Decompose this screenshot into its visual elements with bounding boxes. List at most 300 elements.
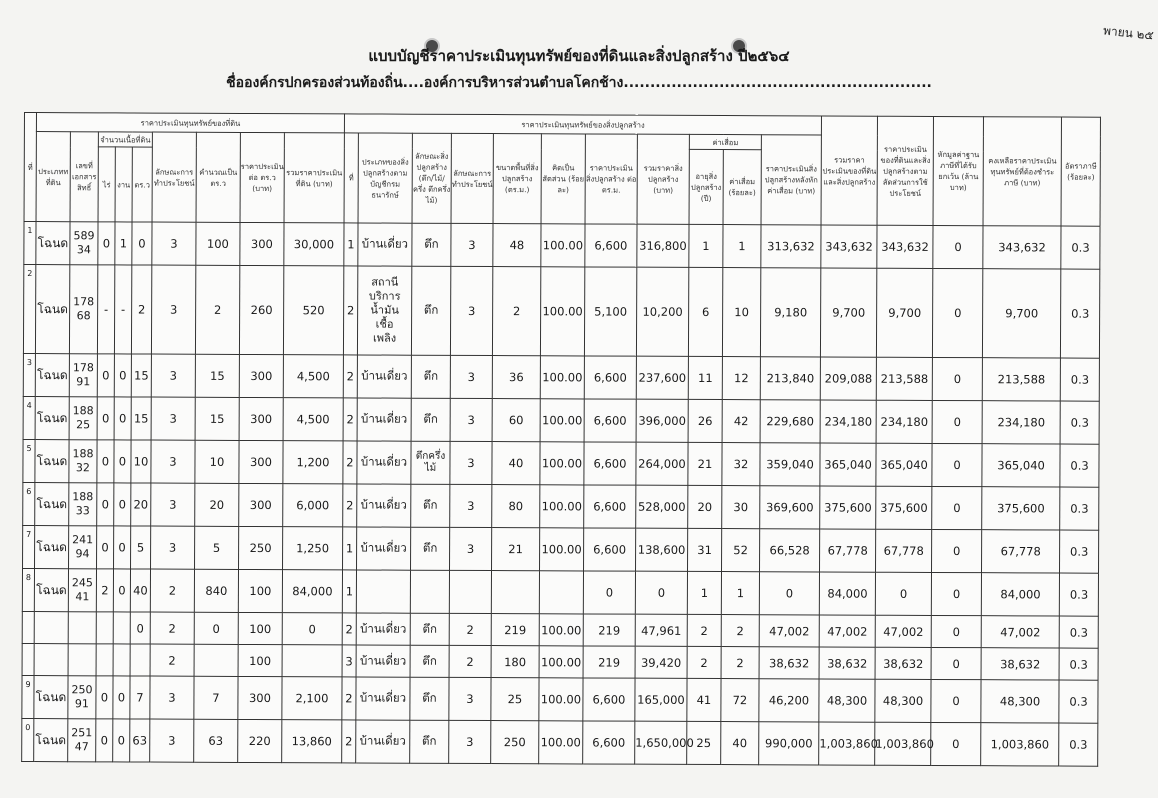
price-per-wa: 220 — [238, 719, 282, 762]
price-per-wa: 100 — [238, 612, 282, 644]
building-percent: 100.00 — [540, 528, 584, 571]
building-price-per-m: 6,600 — [583, 678, 635, 721]
building-area: 80 — [492, 485, 540, 528]
after-depreciation: 47,002 — [759, 615, 819, 647]
building-total: 10,200 — [636, 267, 688, 356]
table-body — [22, 222, 1100, 767]
deed-part: 178 — [72, 361, 94, 375]
building-area: 25 — [491, 678, 539, 721]
building-no: 2 — [343, 355, 357, 398]
rai: 0 — [97, 440, 114, 483]
building-no: 2 — [343, 266, 357, 355]
land-total: 4,500 — [283, 398, 343, 441]
building-area: 60 — [492, 399, 540, 442]
building-price-per-m: 5,100 — [584, 267, 636, 356]
land-use: 3 — [151, 440, 195, 483]
organization-line: ชื่อองค์กรปกครองส่วนท้องถิ่น....องค์การบริหารส่วนตำบลโคกช้าง.......................................................... — [226, 75, 932, 91]
building-age: 41 — [687, 678, 721, 721]
building-use: 3 — [450, 527, 492, 570]
building-price-per-m: 6,600 — [584, 485, 636, 528]
building-price-per-m: 6,600 — [585, 224, 637, 267]
ngan: 0 — [114, 440, 131, 483]
building-percent: 100.00 — [540, 267, 584, 356]
building-price-per-m: 6,600 — [584, 399, 636, 442]
deed-part: 91 — [76, 375, 91, 389]
building-percent: 100.00 — [540, 399, 584, 442]
row-index: 0 — [22, 718, 34, 761]
area-wa: 20 — [195, 483, 239, 526]
wa: 10 — [131, 440, 151, 483]
col-after-depreciation: ราคาประเมินสิ่งปลูกสร้างหลังหักค่าเสื่อม (บาท) — [761, 135, 822, 225]
land-use: 3 — [152, 222, 196, 265]
tax-rate: 0.3 — [1059, 573, 1098, 616]
after-depreciation: 38,632 — [759, 647, 819, 679]
building-age: 11 — [688, 356, 722, 399]
after-depreciation: 990,000 — [759, 722, 819, 765]
col-combined: รวมราคาประเมินของที่ดินและสิ่งปลูกสร้าง — [821, 116, 877, 225]
after-depreciation: 9,180 — [760, 268, 821, 357]
building-style: ตึก — [410, 677, 449, 720]
building-no: 2 — [342, 613, 356, 645]
wa: 0 — [130, 612, 150, 644]
tax-rate: 0.3 — [1060, 401, 1099, 444]
combined-use-value: 365,040 — [876, 443, 932, 486]
combined-value: 84,000 — [819, 572, 875, 615]
remaining-value: 1,003,860 — [981, 723, 1059, 766]
col-ngan: งาน — [115, 147, 132, 222]
building-price-per-m: 219 — [583, 646, 635, 678]
building-total: 1,650,000 — [635, 721, 687, 764]
ngan — [113, 644, 130, 676]
row-index — [22, 611, 34, 643]
building-price-per-m: 6,600 — [584, 356, 636, 399]
combined-use-value: 0 — [875, 572, 931, 615]
land-type: โฉนด — [34, 676, 68, 719]
deed-part: 188 — [72, 490, 94, 504]
deed-part: 25 — [76, 418, 91, 432]
deed-part: 589 — [73, 229, 95, 243]
deed-number — [69, 483, 97, 526]
building-area: 250 — [491, 721, 539, 764]
tax-rate: 0.3 — [1061, 226, 1100, 269]
tax-rate: 0.3 — [1059, 648, 1098, 680]
building-style: ตึก — [411, 527, 450, 570]
ngan: 0 — [114, 526, 131, 569]
row-index: 3 — [23, 353, 35, 396]
building-percent: 100.00 — [539, 646, 583, 678]
remaining-value: 234,180 — [982, 401, 1060, 444]
col-land-total: รวมราคาประเมินที่ดิน (บาท) — [284, 133, 344, 223]
rai: 0 — [98, 222, 115, 265]
building-no: 1 — [342, 570, 356, 613]
building-no: 2 — [343, 484, 357, 527]
deed-part: 188 — [72, 447, 94, 461]
building-style — [410, 570, 449, 613]
building-type: บ้านเดี่ยว — [357, 355, 411, 398]
remaining-value: 9,700 — [983, 269, 1061, 358]
building-price-per-m: 219 — [583, 614, 635, 646]
exemption: 0 — [932, 529, 982, 572]
col-building-area: ขนาดพื้นที่สิ่งปลูกสร้าง (ตร.ม.) — [493, 134, 541, 224]
exemption: 0 — [931, 572, 981, 615]
building-style: ตึก — [410, 720, 449, 763]
tax-rate: 0.3 — [1060, 487, 1099, 530]
land-type: โฉนด — [36, 222, 70, 265]
deed-number — [68, 644, 96, 676]
wa: 0 — [132, 222, 152, 265]
deed-part: 178 — [73, 295, 95, 309]
exemption: 0 — [932, 443, 982, 486]
row-index: 7 — [23, 525, 35, 568]
price-per-wa: 260 — [239, 265, 283, 354]
depreciation-group-header: ค่าเสื่อม — [689, 134, 761, 149]
building-total: 39,420 — [635, 646, 687, 678]
building-type: บ้านเดี่ยว — [356, 720, 410, 763]
building-age: 2 — [687, 646, 721, 678]
col-building-style: ลักษณะสิ่งปลูกสร้าง (ตึก/ไม้/ครึ่ง ตึกครึ่งไม้) — [412, 133, 451, 223]
area-wa: 10 — [195, 440, 239, 483]
deed-part: 33 — [75, 504, 90, 518]
table-row — [23, 482, 1099, 530]
exemption: 0 — [933, 225, 983, 268]
ngan: 0 — [114, 483, 131, 526]
ngan: 0 — [113, 676, 130, 719]
col-remaining: คงเหลือราคาประเมินทุนทรัพย์ที่ต้องชำระภาษี (บาท) — [983, 117, 1061, 226]
building-type: บ้านเดี่ยว — [357, 484, 411, 527]
building-style: ตึก — [410, 645, 449, 677]
exemption: 0 — [931, 679, 981, 722]
land-total: 1,200 — [283, 441, 343, 484]
building-type: บ้านเดี่ยว — [356, 645, 410, 677]
col-price-per-wa: ราคาประเมินต่อ ตร.ว (บาท) — [240, 132, 284, 222]
building-use: 2 — [449, 613, 491, 645]
row-index: 1 — [24, 222, 36, 265]
land-use: 3 — [151, 526, 195, 569]
land-total: 84,000 — [282, 570, 342, 613]
rai — [96, 612, 113, 644]
building-total: 47,961 — [635, 614, 687, 646]
building-style: ตึก — [412, 223, 451, 266]
land-type — [34, 612, 68, 644]
combined-use-value: 375,600 — [876, 486, 932, 529]
deed-number — [69, 265, 97, 354]
deed-number — [68, 676, 96, 719]
remaining-value: 38,632 — [981, 648, 1059, 680]
table-row — [22, 568, 1098, 616]
tax-rate: 0.3 — [1059, 616, 1098, 648]
building-style: ตึก — [411, 266, 450, 355]
land-type: โฉนด — [35, 265, 69, 354]
table-row — [23, 439, 1099, 487]
deed-number — [69, 354, 97, 397]
table-row — [23, 396, 1099, 444]
price-per-wa: 300 — [239, 440, 283, 483]
land-type: โฉนด — [34, 569, 68, 612]
depreciation-rate: 1 — [721, 572, 759, 615]
col-combined-use: ราคาประเมินของที่ดินและสิ่งปลูกสร้างตามสัดส่วนการใช้ประโยชน์ — [877, 116, 933, 225]
deed-part: 250 — [71, 683, 93, 697]
exemption: 0 — [932, 486, 982, 529]
building-no: 2 — [342, 720, 356, 763]
tax-rate: 0.3 — [1060, 444, 1099, 487]
price-per-wa: 100 — [238, 644, 282, 676]
building-age: 2 — [687, 614, 721, 646]
wa: 20 — [131, 483, 151, 526]
deed-number — [70, 222, 98, 265]
after-depreciation: 313,632 — [761, 225, 821, 268]
deed-part: 245 — [71, 576, 93, 590]
combined-value: 48,300 — [819, 679, 875, 722]
price-per-wa: 300 — [239, 397, 283, 440]
combined-value: 365,040 — [820, 443, 876, 486]
building-age: 26 — [688, 399, 722, 442]
assessment-table — [21, 112, 1101, 767]
area-group-header: จำนวนเนื้อที่ดิน — [98, 132, 152, 147]
wa: 40 — [130, 569, 150, 612]
rai: 0 — [96, 676, 113, 719]
area-wa: 100 — [196, 222, 240, 265]
combined-value: 234,180 — [820, 400, 876, 443]
deed-number — [69, 526, 97, 569]
col-rai: ไร่ — [98, 147, 115, 222]
building-total: 0 — [635, 571, 687, 614]
remaining-value: 365,040 — [982, 444, 1060, 487]
building-type: บ้านเดี่ยว — [357, 398, 411, 441]
price-per-wa: 300 — [239, 483, 283, 526]
building-no: 2 — [343, 441, 357, 484]
price-per-wa: 300 — [240, 222, 284, 265]
area-wa: 0 — [194, 612, 238, 644]
ngan: 0 — [113, 719, 130, 762]
building-age: 1 — [689, 224, 723, 267]
wa: 15 — [131, 354, 151, 397]
building-use — [449, 570, 491, 613]
depreciation-rate: 12 — [722, 357, 760, 400]
col-building-no: ที่ — [344, 133, 358, 223]
row-index: 2 — [23, 265, 35, 354]
building-no: 1 — [343, 527, 357, 570]
land-total: 2,100 — [282, 677, 342, 720]
building-style: ตึก — [411, 398, 450, 441]
building-area: 180 — [491, 646, 539, 678]
tax-rate: 0.3 — [1059, 680, 1098, 723]
land-use: 2 — [150, 569, 194, 612]
table-row — [22, 643, 1098, 680]
building-total: 316,800 — [637, 224, 689, 267]
area-wa — [194, 644, 238, 676]
ngan: 0 — [114, 354, 131, 397]
table-header — [24, 113, 1101, 227]
rai: 0 — [97, 397, 114, 440]
combined-use-value: 343,632 — [877, 225, 933, 268]
table-row — [24, 222, 1100, 270]
row-index — [22, 643, 34, 675]
land-use: 2 — [150, 612, 194, 644]
depreciation-rate: 2 — [721, 647, 759, 679]
col-building-total: รวมราคาสิ่งปลูกสร้าง (บาท) — [637, 134, 689, 224]
deed-part: 34 — [76, 243, 91, 257]
depreciation-rate: 32 — [722, 443, 760, 486]
building-percent: 100.00 — [540, 442, 584, 485]
col-building-use: ลักษณะการทำประโยชน์ — [451, 133, 493, 223]
building-use: 3 — [450, 355, 492, 398]
deed-number — [69, 440, 97, 483]
remaining-value: 343,632 — [983, 226, 1061, 269]
remaining-value: 375,600 — [982, 487, 1060, 530]
wa — [130, 644, 150, 676]
building-total: 528,000 — [636, 485, 688, 528]
ngan — [113, 612, 130, 644]
price-per-wa: 300 — [239, 354, 283, 397]
wa: 7 — [130, 676, 150, 719]
area-wa: 63 — [194, 719, 238, 762]
rai: 2 — [96, 569, 113, 612]
building-area: 219 — [491, 614, 539, 646]
building-age: 31 — [688, 528, 722, 571]
building-style: ตึก — [410, 613, 449, 645]
wa: 15 — [131, 397, 151, 440]
land-type — [34, 644, 68, 676]
land-total: 30,000 — [284, 223, 344, 266]
area-wa: 2 — [195, 265, 239, 354]
depreciation-rate: 52 — [722, 529, 760, 572]
building-no: 2 — [342, 677, 356, 720]
building-total: 138,600 — [636, 528, 688, 571]
deed-part: 68 — [76, 309, 91, 323]
building-total: 396,000 — [636, 399, 688, 442]
col-tax-rate: อัตราภาษี (ร้อยละ) — [1061, 117, 1100, 226]
price-per-wa: 250 — [239, 526, 283, 569]
after-depreciation: 229,680 — [760, 400, 820, 443]
deed-part: 241 — [72, 533, 94, 547]
land-total: 0 — [282, 613, 342, 645]
row-index: 9 — [22, 675, 34, 718]
document-title: แบบบัญชีราคาประเมินทุนทรัพย์ของที่ดินและสิ่งปลูกสร้าง ปี๒๕๖๔ — [368, 47, 790, 65]
building-percent: 100.00 — [540, 485, 584, 528]
exemption: 0 — [932, 357, 982, 400]
building-percent: 100.00 — [539, 721, 583, 764]
deed-part: 94 — [75, 547, 90, 561]
price-per-wa: 300 — [238, 676, 282, 719]
building-age: 6 — [688, 267, 722, 356]
ngan: 1 — [115, 222, 132, 265]
combined-value: 38,632 — [819, 647, 875, 679]
building-style: ตึกครึ่งไม้ — [411, 441, 450, 484]
building-price-per-m: 6,600 — [583, 721, 635, 764]
building-price-per-m: 6,600 — [584, 528, 636, 571]
land-type: โฉนด — [35, 526, 69, 569]
table-row — [23, 353, 1099, 401]
col-land-type: ประเภททที่ดิน — [36, 132, 70, 222]
land-use: 3 — [150, 719, 194, 762]
building-type: บ้านเดี่ยว — [356, 677, 410, 720]
land-use: 3 — [151, 397, 195, 440]
combined-value: 1,003,860 — [819, 722, 875, 765]
land-group-header: ราคาประเมินทุนทรัพย์ของที่ดิน — [36, 113, 344, 133]
building-use: 3 — [449, 720, 491, 763]
combined-value: 9,700 — [821, 268, 877, 357]
exemption: 0 — [931, 647, 981, 679]
wa: 2 — [131, 265, 151, 354]
building-age: 21 — [688, 442, 722, 485]
combined-use-value: 67,778 — [876, 529, 932, 572]
building-use: 3 — [451, 223, 493, 266]
deed-part: 188 — [72, 404, 94, 418]
area-wa: 5 — [195, 526, 239, 569]
assessment-table-wrapper — [21, 112, 1100, 767]
building-area: 36 — [492, 356, 540, 399]
combined-value: 67,778 — [820, 529, 876, 572]
after-depreciation: 359,040 — [760, 443, 820, 486]
land-type: โฉนด — [35, 483, 69, 526]
land-total: 6,000 — [283, 484, 343, 527]
row-index: 6 — [23, 482, 35, 525]
building-no: 2 — [343, 398, 357, 441]
building-no: 3 — [342, 645, 356, 677]
area-wa: 840 — [194, 569, 238, 612]
after-depreciation: 0 — [759, 572, 819, 615]
building-area: 40 — [492, 442, 540, 485]
building-area: 2 — [492, 267, 540, 356]
building-type: บ้านเดี่ยว — [358, 223, 412, 266]
depreciation-rate: 30 — [722, 486, 760, 529]
table-row — [22, 675, 1098, 723]
rai — [96, 644, 113, 676]
after-depreciation: 213,840 — [760, 357, 820, 400]
building-type — [356, 570, 410, 613]
col-building-percent: คิดเป็นสัดส่วน (ร้อยละ) — [541, 134, 585, 224]
col-no: ที่ — [24, 113, 36, 222]
rai: 0 — [97, 354, 114, 397]
combined-use-value: 234,180 — [876, 400, 932, 443]
ngan: - — [114, 265, 131, 354]
combined-value: 47,002 — [819, 615, 875, 647]
tax-rate: 0.3 — [1059, 723, 1098, 766]
wa: 5 — [131, 526, 151, 569]
combined-value: 343,632 — [821, 225, 877, 268]
col-building-price-per-m: ราคาประเมินสิ่งปลูกสร้าง ต่อ ตร.ม. — [585, 134, 637, 224]
building-style: ตึก — [411, 484, 450, 527]
col-land-use: ลักษณะการทำประโยชน์ — [152, 132, 196, 222]
col-wa: ตร.ว — [132, 147, 152, 222]
combined-value: 209,088 — [820, 357, 876, 400]
deed-number — [68, 612, 96, 644]
land-type: โฉนด — [35, 354, 69, 397]
depreciation-rate: 1 — [723, 225, 761, 268]
table-row — [23, 525, 1099, 573]
building-use: 3 — [450, 266, 492, 355]
ngan: 0 — [113, 569, 130, 612]
deed-number — [68, 569, 96, 612]
rai: 0 — [96, 719, 113, 762]
remaining-value: 213,588 — [982, 358, 1060, 401]
deed-part: 251 — [71, 726, 93, 740]
depreciation-rate: 72 — [721, 679, 759, 722]
combined-use-value: 1,003,860 — [875, 722, 931, 765]
rai: 0 — [97, 526, 114, 569]
after-depreciation: 66,528 — [760, 529, 820, 572]
depreciation-rate: 40 — [721, 722, 759, 765]
wa: 63 — [130, 719, 150, 762]
price-per-wa: 100 — [238, 569, 282, 612]
land-use: 3 — [150, 676, 194, 719]
area-wa: 15 — [195, 354, 239, 397]
land-type: โฉนด — [35, 440, 69, 483]
combined-use-value: 38,632 — [875, 647, 931, 679]
remaining-value: 48,300 — [981, 680, 1059, 723]
ngan: 0 — [114, 397, 131, 440]
deed-part: 32 — [75, 461, 90, 475]
